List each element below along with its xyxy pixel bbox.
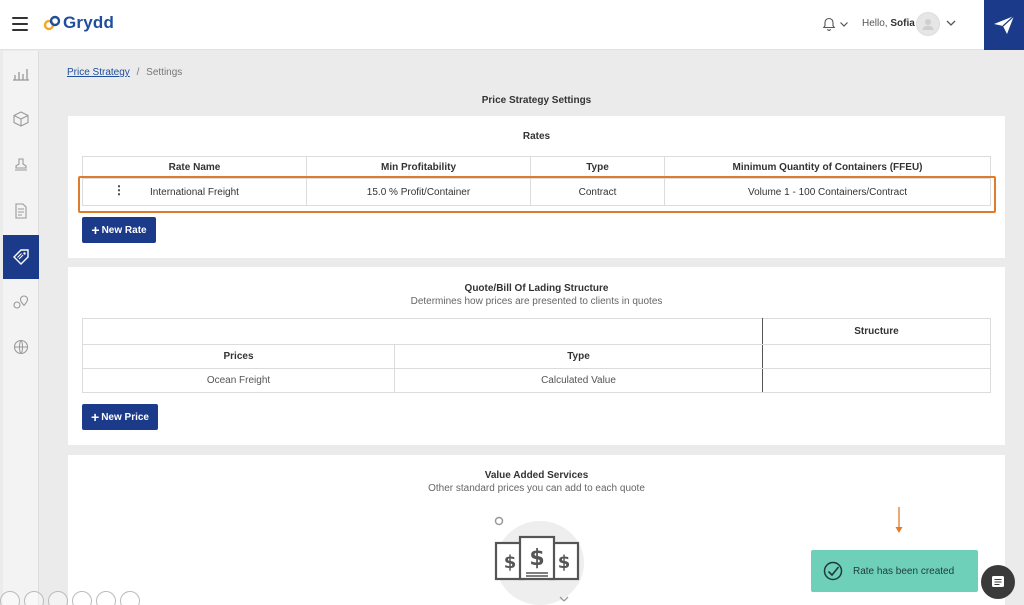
breadcrumb-separator: / (136, 67, 140, 78)
box-icon (13, 111, 29, 127)
svg-text:$: $ (529, 546, 545, 571)
send-button[interactable] (984, 0, 1024, 50)
quote-subtitle: Determines how prices are presented to clients in quotes (410, 296, 663, 307)
new-rate-label: New Rate (101, 224, 147, 236)
logo[interactable] (43, 12, 114, 34)
sidebar-item-documents[interactable] (3, 191, 39, 231)
tag-icon (12, 248, 30, 266)
vas-subtitle: Other standard prices you can add to each quote (428, 483, 645, 494)
page-title: Price Strategy Settings (481, 95, 592, 106)
rates-card (68, 116, 1005, 258)
svg-text:$: $ (503, 552, 517, 573)
logo-mark-icon (43, 14, 61, 32)
user-name: Sofia (890, 18, 915, 29)
new-rate-button[interactable] (82, 217, 156, 243)
sidebar (3, 51, 39, 605)
toolbar-circle-icon[interactable] (0, 591, 20, 605)
toolbar-edit-icon[interactable] (24, 591, 44, 605)
sidebar-item-analytics[interactable] (3, 53, 39, 93)
user-menu-chevron-icon[interactable] (945, 18, 957, 28)
chat-icon (990, 574, 1006, 590)
toast-message: Rate has been created (853, 565, 955, 577)
chevron-down-icon (839, 20, 849, 28)
hamburger-menu-icon[interactable] (12, 17, 28, 31)
quote-header-row (83, 345, 991, 369)
type-cell: Contract (531, 179, 665, 206)
notifications-button[interactable] (822, 15, 850, 33)
breadcrumb-current: Settings (146, 67, 183, 78)
rates-header-row (83, 157, 991, 179)
column-header-min-quantity: Minimum Quantity of Containers (FFEU) (665, 157, 991, 179)
column-header-rate-name: Rate Name (83, 157, 307, 179)
plus-icon: + (91, 409, 100, 425)
svg-text:$: $ (557, 552, 571, 573)
sidebar-item-price-strategy[interactable] (3, 235, 39, 279)
price-type-cell: Calculated Value (395, 369, 763, 393)
column-header-type: Type (531, 157, 665, 179)
price-name-cell: Ocean Freight (83, 369, 395, 393)
sidebar-item-global[interactable] (3, 327, 39, 367)
column-header-prices: Prices (83, 345, 395, 369)
breadcrumb-link-price-strategy[interactable]: Price Strategy (67, 67, 130, 78)
column-header-structure: Structure (763, 319, 991, 345)
rate-name-cell (83, 179, 307, 206)
empty-state-money-illustration-icon (488, 513, 588, 605)
min-profitability-cell: 15.0 % Profit/Container (307, 179, 531, 206)
rates-title: Rates (522, 131, 551, 142)
sidebar-item-customs[interactable] (3, 145, 39, 185)
stamp-icon (13, 157, 29, 173)
min-quantity-cell: Volume 1 - 100 Containers/Contract (665, 179, 991, 206)
new-price-button[interactable] (82, 404, 158, 430)
quote-empty-header (83, 319, 763, 345)
check-circle-icon (823, 561, 843, 581)
toolbar-more-icon[interactable] (120, 591, 140, 605)
arrow-down-icon (894, 507, 904, 535)
avatar[interactable] (916, 12, 940, 36)
success-toast (811, 550, 978, 592)
column-header-min-profitability: Min Profitability (307, 157, 531, 179)
plus-icon: + (91, 222, 100, 238)
structure-value-cell (763, 369, 991, 393)
toolbar-hand-icon[interactable] (48, 591, 68, 605)
vas-title: Value Added Services (484, 470, 589, 481)
rate-name: International Freight (150, 186, 239, 198)
chat-button[interactable] (981, 565, 1015, 599)
quote-table (82, 318, 991, 393)
structure-cell (763, 345, 991, 369)
rates-table (82, 156, 991, 206)
new-price-label: New Price (101, 411, 149, 423)
table-row[interactable] (83, 179, 991, 206)
globe-icon (13, 339, 29, 355)
quote-structure-header-row (83, 319, 991, 345)
sidebar-item-shipments[interactable] (3, 99, 39, 139)
document-icon (13, 203, 29, 219)
quote-structure-card (68, 267, 1005, 445)
logo-text: Grydd (63, 13, 115, 32)
breadcrumb (67, 67, 182, 78)
toolbar-screen-icon[interactable] (96, 591, 116, 605)
column-header-price-type: Type (395, 345, 763, 369)
bottom-toolbar (0, 591, 140, 605)
user-icon (917, 13, 939, 35)
location-settings-icon (12, 295, 30, 311)
paper-plane-icon (992, 14, 1016, 36)
table-row[interactable] (83, 369, 991, 393)
toolbar-zoom-icon[interactable] (72, 591, 92, 605)
bell-icon (822, 17, 836, 32)
chart-icon (12, 65, 30, 81)
row-actions-kebab-icon[interactable]: ⋮ (113, 183, 125, 197)
user-greeting (862, 18, 915, 29)
greeting-text: Hello, (862, 18, 888, 29)
top-bar (0, 0, 1024, 50)
quote-title: Quote/Bill Of Lading Structure (464, 283, 609, 294)
sidebar-item-locations[interactable] (3, 283, 39, 323)
